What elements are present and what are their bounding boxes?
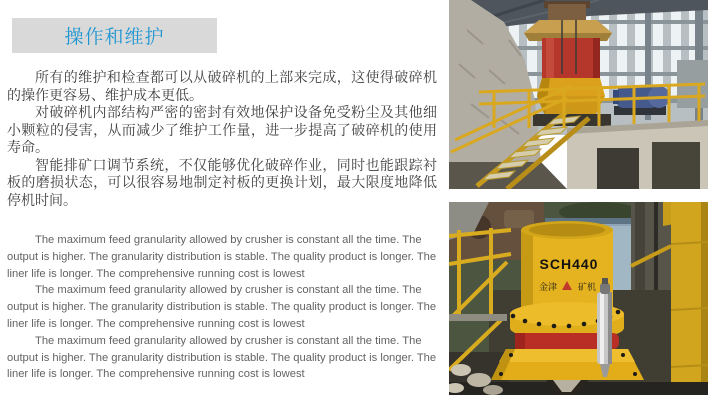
crusher-top-flange <box>524 20 612 33</box>
paragraph-zh-2: 对破碎机内部结构严密的密封有效地保护设备免受粉尘及其他细小颗粒的侵害，从而减少了维护工作量，进一步提高了破碎机的使用寿命。 <box>7 104 437 155</box>
crusher-base-highlight <box>499 349 635 362</box>
platform-opening <box>597 148 639 189</box>
walkway-edge <box>449 314 507 321</box>
crusher-rim-inner <box>529 224 605 237</box>
photo-crusher-plant-interior <box>449 0 708 189</box>
page-title: 操作和维护 <box>64 27 165 48</box>
paragraph-en-3: The maximum feed granularity allowed by crusher is constant all the time. The output is higher. The granularity distribution is stable. The quality product is longer. The liner life is longer. The comprehensive running cost is lowest <box>7 334 437 381</box>
paragraph-en-1: The maximum feed granularity allowed by crusher is constant all the time. The output is higher. The granularity distribution is stable. The quality product is longer. The liner life is longer. The comprehensive running cost is lowest <box>7 234 437 280</box>
crusher-bowl-shade <box>521 230 533 315</box>
paragraph-en-2: The maximum feed granularity allowed by crusher is constant all the time. The output is higher. The granularity distribution is stable. The quality product is longer. The liner life is longer. The comprehensive running cost is lowest <box>7 284 437 330</box>
brand-label-left: 金津 <box>538 282 558 292</box>
section-title-box <box>12 18 217 53</box>
machine-model-label: SCH440 <box>539 256 599 272</box>
photo-top-illustration <box>449 0 708 189</box>
body-text-column <box>7 69 437 383</box>
crusher-red-shade <box>593 38 600 78</box>
paragraph-zh-1: 所有的维护和检查都可以从破碎机的上部来完成，这使得破碎机的操作更容易、维护成本更低。 <box>7 69 437 103</box>
crusher-red-highlight <box>546 38 554 78</box>
photo-bottom-illustration <box>449 202 708 395</box>
paragraph-zh-3: 智能排矿口调节系统，不仅能够优化破碎作业，同时也能跟踪衬板的磨损状态，可以很容易地制定衬板的更换计划，最大限度地降低停机时间。 <box>7 156 437 208</box>
motor-shaft-end <box>613 90 619 104</box>
brand-label-right: 矿机 <box>577 282 597 292</box>
photo-sch440-crusher <box>449 202 708 395</box>
hydraulic-cylinder <box>597 278 612 377</box>
platform-opening <box>652 142 700 189</box>
crusher-red-band-shade <box>515 333 525 349</box>
